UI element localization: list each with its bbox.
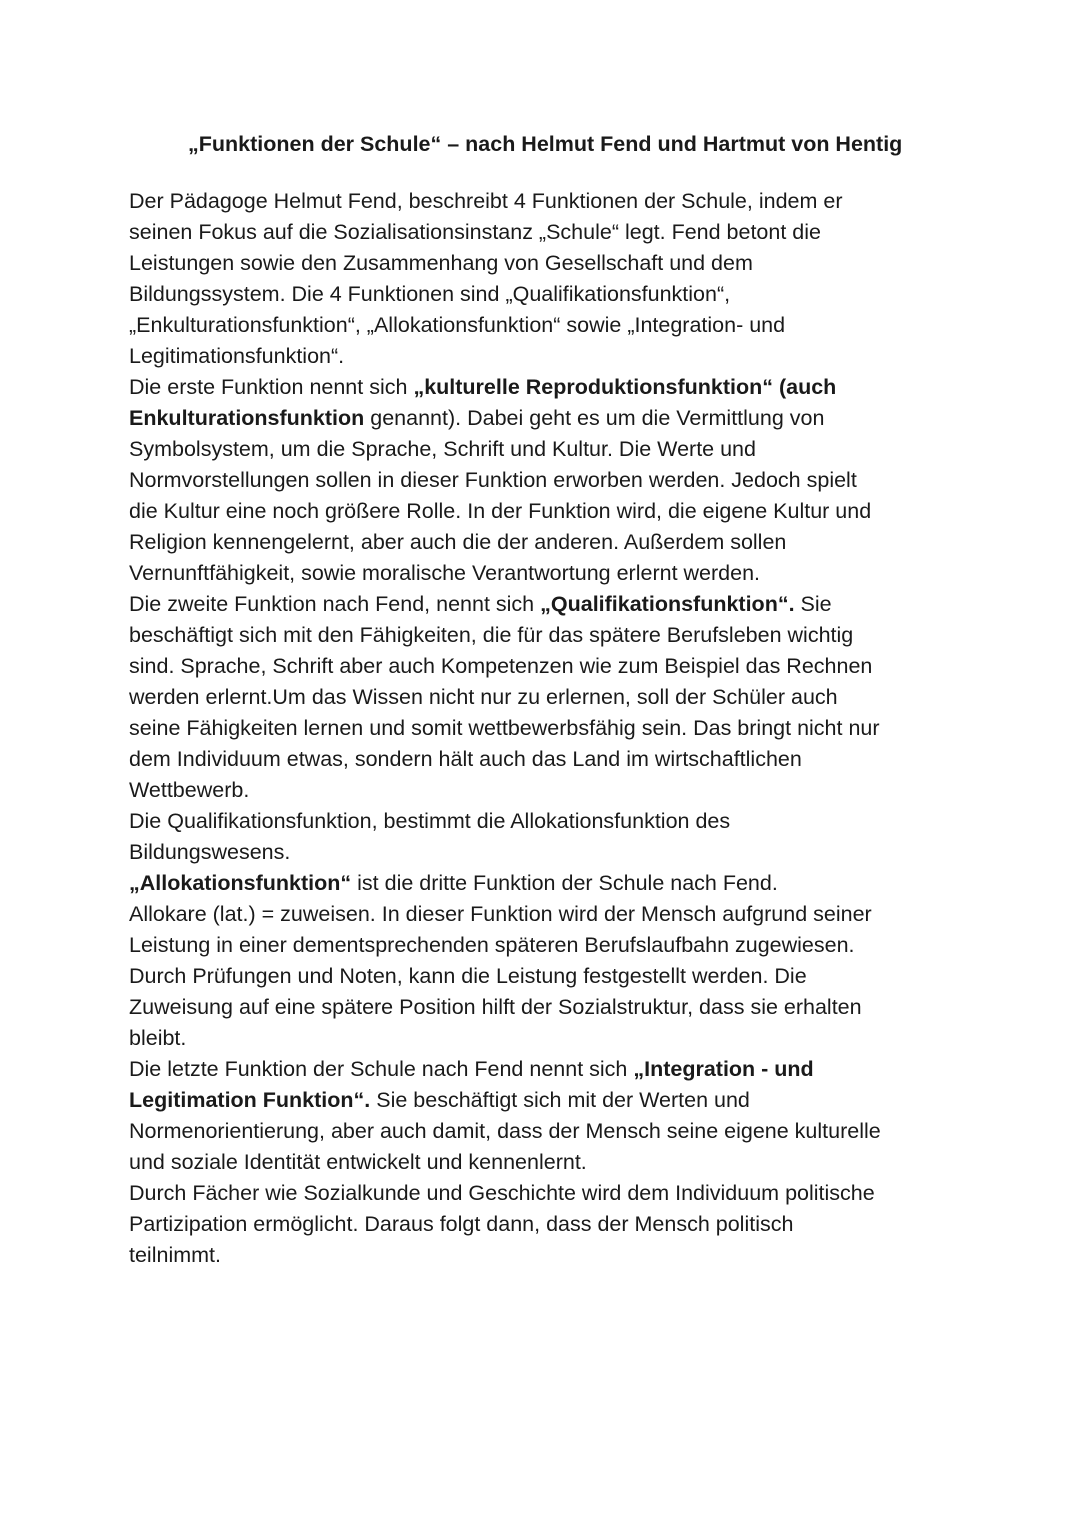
text-line bbox=[129, 806, 989, 837]
text-line bbox=[129, 248, 989, 279]
text-segment: ist die dritte Funktion der Schule nach Fend. bbox=[351, 871, 778, 895]
text-line bbox=[129, 341, 989, 372]
text-line bbox=[129, 589, 989, 620]
text-line bbox=[129, 868, 989, 899]
text-line bbox=[129, 1178, 989, 1209]
text-segment: Die erste Funktion nennt sich bbox=[129, 375, 414, 399]
text-line bbox=[129, 1240, 989, 1271]
text-segment: Durch Fächer wie Sozialkunde und Geschichte wird dem Individuum politische bbox=[129, 1181, 875, 1205]
text-segment: Bildungssystem. Die 4 Funktionen sind „Qualifikationsfunktion“, bbox=[129, 282, 731, 306]
text-segment: die Kultur eine noch größere Rolle. In der Funktion wird, die eigene Kultur und bbox=[129, 499, 872, 523]
text-segment: beschäftigt sich mit den Fähigkeiten, die für das spätere Berufsleben wichtig bbox=[129, 623, 854, 647]
text-segment: teilnimmt. bbox=[129, 1243, 221, 1267]
text-line bbox=[129, 992, 989, 1023]
document-body bbox=[129, 186, 989, 1271]
text-line bbox=[129, 713, 989, 744]
text-line bbox=[129, 651, 989, 682]
text-segment: Normenorientierung, aber auch damit, dass der Mensch seine eigene kulturelle bbox=[129, 1119, 881, 1143]
text-segment: Partizipation ermöglicht. Daraus folgt dann, dass der Mensch politisch bbox=[129, 1212, 794, 1236]
text-line bbox=[129, 837, 989, 868]
text-segment: Leistungen sowie den Zusammenhang von Gesellschaft und dem bbox=[129, 251, 753, 275]
text-line bbox=[129, 682, 989, 713]
text-segment: Religion kennengelernt, aber auch die der anderen. Außerdem sollen bbox=[129, 530, 787, 554]
text-line bbox=[129, 217, 989, 248]
text-line bbox=[129, 620, 989, 651]
text-segment: Sie bbox=[794, 592, 832, 616]
text-line bbox=[129, 1209, 989, 1240]
text-line bbox=[129, 434, 989, 465]
text-segment: Bildungswesens. bbox=[129, 840, 291, 864]
text-segment: bleibt. bbox=[129, 1026, 187, 1050]
text-segment: seine Fähigkeiten lernen und somit wettbewerbsfähig sein. Das bringt nicht nur bbox=[129, 716, 880, 740]
text-line bbox=[129, 558, 989, 589]
text-segment: Die Qualifikationsfunktion, bestimmt die Allokationsfunktion des bbox=[129, 809, 731, 833]
text-segment: und soziale Identität entwickelt und kennenlernt. bbox=[129, 1150, 587, 1174]
text-line bbox=[129, 186, 989, 217]
text-line bbox=[129, 372, 989, 403]
text-line bbox=[129, 465, 989, 496]
text-segment: Die zweite Funktion nach Fend, nennt sich bbox=[129, 592, 541, 616]
text-segment: Durch Prüfungen und Noten, kann die Leistung festgestellt werden. Die bbox=[129, 964, 807, 988]
text-line bbox=[129, 310, 989, 341]
text-line bbox=[129, 496, 989, 527]
text-line bbox=[129, 1147, 989, 1178]
text-segment: Wettbewerb. bbox=[129, 778, 250, 802]
text-line bbox=[129, 1085, 989, 1116]
text-line bbox=[129, 403, 989, 434]
text-line bbox=[129, 279, 989, 310]
bold-text-segment: Enkulturationsfunktion bbox=[129, 406, 365, 430]
text-line bbox=[129, 527, 989, 558]
text-segment: dem Individuum etwas, sondern hält auch das Land im wirtschaftlichen bbox=[129, 747, 802, 771]
text-segment: Zuweisung auf eine spätere Position hilft der Sozialstruktur, dass sie erhalten bbox=[129, 995, 862, 1019]
bold-text-segment: Legitimation Funktion“. bbox=[129, 1088, 371, 1112]
bold-text-segment: „Integration - und bbox=[633, 1057, 814, 1081]
bold-text-segment: „kulturelle Reproduktionsfunktion“ (auch bbox=[413, 375, 837, 399]
text-line bbox=[129, 1054, 989, 1085]
text-line bbox=[129, 899, 989, 930]
text-segment: Die letzte Funktion der Schule nach Fend nennt sich bbox=[129, 1057, 634, 1081]
text-line bbox=[129, 961, 989, 992]
text-line bbox=[129, 1116, 989, 1147]
document-title: „Funktionen der Schule“ – nach Helmut Fend und Hartmut von Hentig bbox=[188, 132, 903, 156]
text-segment: genannt). Dabei geht es um die Vermittlung von bbox=[364, 406, 825, 430]
text-segment: werden erlernt.Um das Wissen nicht nur zu erlernen, soll der Schüler auch bbox=[129, 685, 838, 709]
text-segment: Legitimationsfunktion“. bbox=[129, 344, 345, 368]
text-line bbox=[129, 775, 989, 806]
text-line bbox=[129, 930, 989, 961]
text-segment: Leistung in einer dementsprechenden späteren Berufslaufbahn zugewiesen. bbox=[129, 933, 855, 957]
text-segment: „Enkulturationsfunktion“, „Allokationsfunktion“ sowie „Integration- und bbox=[129, 313, 786, 337]
bold-text-segment: „Qualifikationsfunktion“. bbox=[540, 592, 795, 616]
text-line bbox=[129, 744, 989, 775]
text-segment: Sie beschäftigt sich mit der Werten und bbox=[370, 1088, 750, 1112]
text-segment: seinen Fokus auf die Sozialisationsinstanz „Schule“ legt. Fend betont die bbox=[129, 220, 821, 244]
text-segment: Der Pädagoge Helmut Fend, beschreibt 4 Funktionen der Schule, indem er bbox=[129, 189, 843, 213]
text-line bbox=[129, 1023, 989, 1054]
bold-text-segment: „Allokationsfunktion“ bbox=[129, 871, 352, 895]
text-segment: sind. Sprache, Schrift aber auch Kompetenzen wie zum Beispiel das Rechnen bbox=[129, 654, 873, 678]
text-segment: Vernunftfähigkeit, sowie moralische Verantwortung erlernt werden. bbox=[129, 561, 761, 585]
text-segment: Normvorstellungen sollen in dieser Funktion erworben werden. Jedoch spielt bbox=[129, 468, 857, 492]
text-segment: Allokare (lat.) = zuweisen. In dieser Funktion wird der Mensch aufgrund seiner bbox=[129, 902, 872, 926]
text-segment: Symbolsystem, um die Sprache, Schrift und Kultur. Die Werte und bbox=[129, 437, 756, 461]
